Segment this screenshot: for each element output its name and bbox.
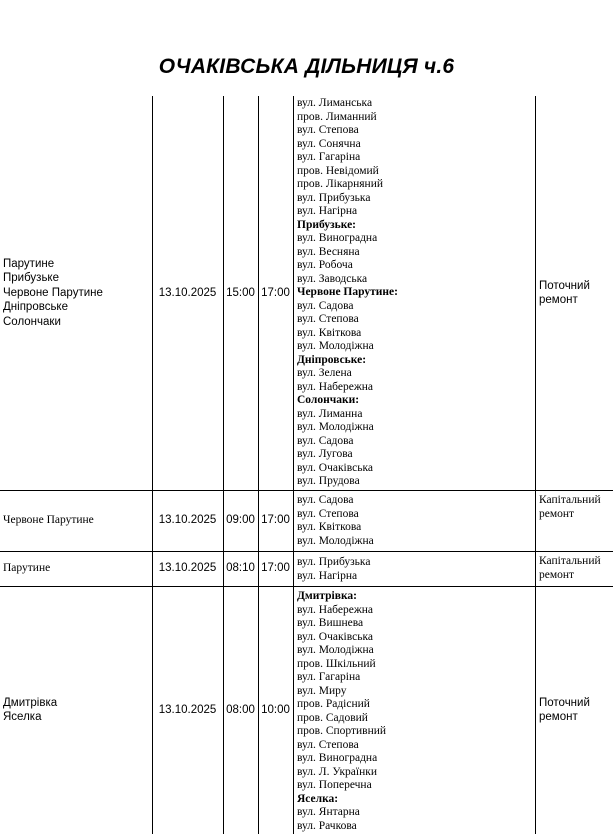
work-type-text: Капітальний (539, 494, 601, 506)
street-item: вул. Садова (297, 434, 354, 447)
street-item: вул. Весняна (297, 245, 360, 258)
outage-date: 13.10.2025 (158, 703, 217, 716)
date-cell (152, 586, 223, 834)
street-item: вул. Набережна (297, 380, 374, 393)
table-column-rule (293, 96, 294, 834)
street-item: вул. Лиманська (297, 97, 373, 109)
street-item: вул. Виноградна (297, 752, 378, 764)
street-item: вул. Очаківська (297, 461, 373, 474)
date-cell (152, 551, 223, 586)
settlement-name: Дмитрівка (3, 696, 58, 709)
settlement-name: Дніпровське (3, 301, 68, 314)
streets-list (297, 494, 533, 548)
street-item: вул. Виноградна (297, 232, 378, 244)
street-item: вул. Квіткова (297, 326, 362, 339)
start-time: 08:00 (226, 703, 255, 716)
end-time-cell (258, 586, 293, 834)
settlement-name: Червоне Парутине (3, 513, 94, 526)
start-time-cell (223, 490, 258, 551)
work-type-text: Поточний (539, 279, 590, 292)
streets-list (297, 556, 533, 583)
street-item: вул. Нагірна (297, 205, 358, 217)
work-type-cell (539, 551, 611, 590)
end-time: 10:00 (261, 703, 290, 716)
street-item: вул. Рачкова (297, 819, 357, 832)
outage-date: 13.10.2025 (158, 514, 217, 527)
street-item: вул. Степова (297, 738, 359, 751)
street-item: вул. Молодіжна (297, 534, 374, 547)
settlement-name: Червоне Парутине (3, 286, 103, 299)
street-item: вул. Нагірна (297, 569, 358, 582)
settlement-heading: Прибузьке: (297, 218, 357, 231)
start-time-cell (223, 586, 258, 834)
settlement-name: Прибузьке (3, 272, 59, 285)
settlements-cell (3, 96, 150, 490)
date-cell (152, 490, 223, 551)
settlement-name: Солончаки (3, 315, 61, 328)
streets-list (297, 590, 533, 833)
street-item: вул. Лиманна (297, 407, 363, 420)
settlements-cell (3, 586, 150, 834)
page-title: ОЧАКІВСЬКА ДІЛЬНИЦЯ ч.6 (158, 55, 455, 78)
end-time: 17:00 (261, 286, 290, 299)
work-type-text: ремонт (539, 294, 578, 306)
street-item: вул. Робоча (297, 259, 353, 271)
settlements-cell (3, 490, 150, 551)
street-item: вул. Янтарна (297, 806, 360, 818)
settlement-name: Парутине (3, 561, 51, 574)
street-item: вул. Степова (297, 124, 359, 136)
street-item: вул. Вишнева (297, 617, 364, 629)
end-time-cell (258, 490, 293, 551)
start-time: 08:10 (226, 562, 255, 575)
street-item: вул. Заводська (297, 272, 368, 285)
street-item: вул. Молодіжна (297, 340, 374, 352)
street-item: вул. Молодіжна (297, 421, 374, 433)
street-item: вул. Садова (297, 299, 354, 312)
end-time: 17:00 (261, 562, 290, 575)
street-item: вул. Молодіжна (297, 644, 374, 656)
street-item: вул. Л. Українки (297, 765, 377, 778)
street-item: вул. Прудова (297, 475, 360, 487)
table-column-rule (535, 96, 536, 834)
end-time-cell (258, 96, 293, 490)
settlement-name: Парутине (3, 257, 55, 270)
start-time-cell (223, 551, 258, 586)
street-item: вул. Прибузька (297, 556, 371, 568)
street-item: пров. Радісний (297, 698, 370, 710)
street-item: пров. Лікарняний (297, 178, 384, 190)
work-type-text: ремонт (539, 507, 575, 520)
street-item: пров. Шкільний (297, 657, 376, 670)
street-item: вул. Квіткова (297, 521, 362, 533)
settlement-heading: Червоне Парутине: (297, 286, 398, 298)
street-item: пров. Спортивний (297, 725, 387, 737)
street-item: пров. Лиманний (297, 110, 377, 123)
street-item: вул. Садова (297, 494, 354, 506)
work-type-text: ремонт (539, 711, 578, 723)
start-time: 09:00 (226, 514, 255, 527)
work-type-cell (539, 490, 611, 555)
work-type-text: Поточний (539, 696, 590, 709)
end-time: 17:00 (261, 514, 290, 527)
street-item: вул. Степова (297, 507, 359, 520)
street-item: вул. Прибузька (297, 191, 371, 204)
work-type-text: Капітальний (539, 555, 601, 567)
street-item: вул. Лугова (297, 448, 353, 460)
start-time-cell (223, 96, 258, 490)
street-item: вул. Миру (297, 684, 347, 697)
street-item: пров. Невідомий (297, 164, 379, 177)
street-item: вул. Гагаріна (297, 671, 361, 683)
settlement-heading: Дмитрівка: (297, 590, 357, 602)
street-item: вул. Поперечна (297, 779, 372, 791)
settlement-heading: Яселка: (297, 792, 339, 805)
street-item: пров. Садовий (297, 711, 368, 724)
street-item: вул. Гагаріна (297, 151, 361, 163)
start-time: 15:00 (226, 286, 255, 299)
street-item: вул. Сонячна (297, 137, 361, 150)
work-type-text: ремонт (539, 568, 575, 581)
settlements-cell (3, 551, 150, 586)
end-time-cell (258, 551, 293, 586)
work-type-cell (539, 586, 611, 834)
street-item: вул. Степова (297, 313, 359, 325)
street-item: вул. Набережна (297, 603, 374, 616)
street-item: вул. Зелена (297, 367, 352, 379)
streets-list (297, 97, 533, 489)
work-type-cell (539, 96, 611, 490)
date-cell (152, 96, 223, 490)
settlement-heading: Дніпровське: (297, 353, 367, 366)
settlement-heading: Солончаки: (297, 394, 360, 406)
street-item: вул. Очаківська (297, 630, 373, 643)
settlement-name: Яселка (3, 711, 42, 723)
outage-date: 13.10.2025 (158, 286, 217, 299)
outage-date: 13.10.2025 (158, 562, 217, 575)
